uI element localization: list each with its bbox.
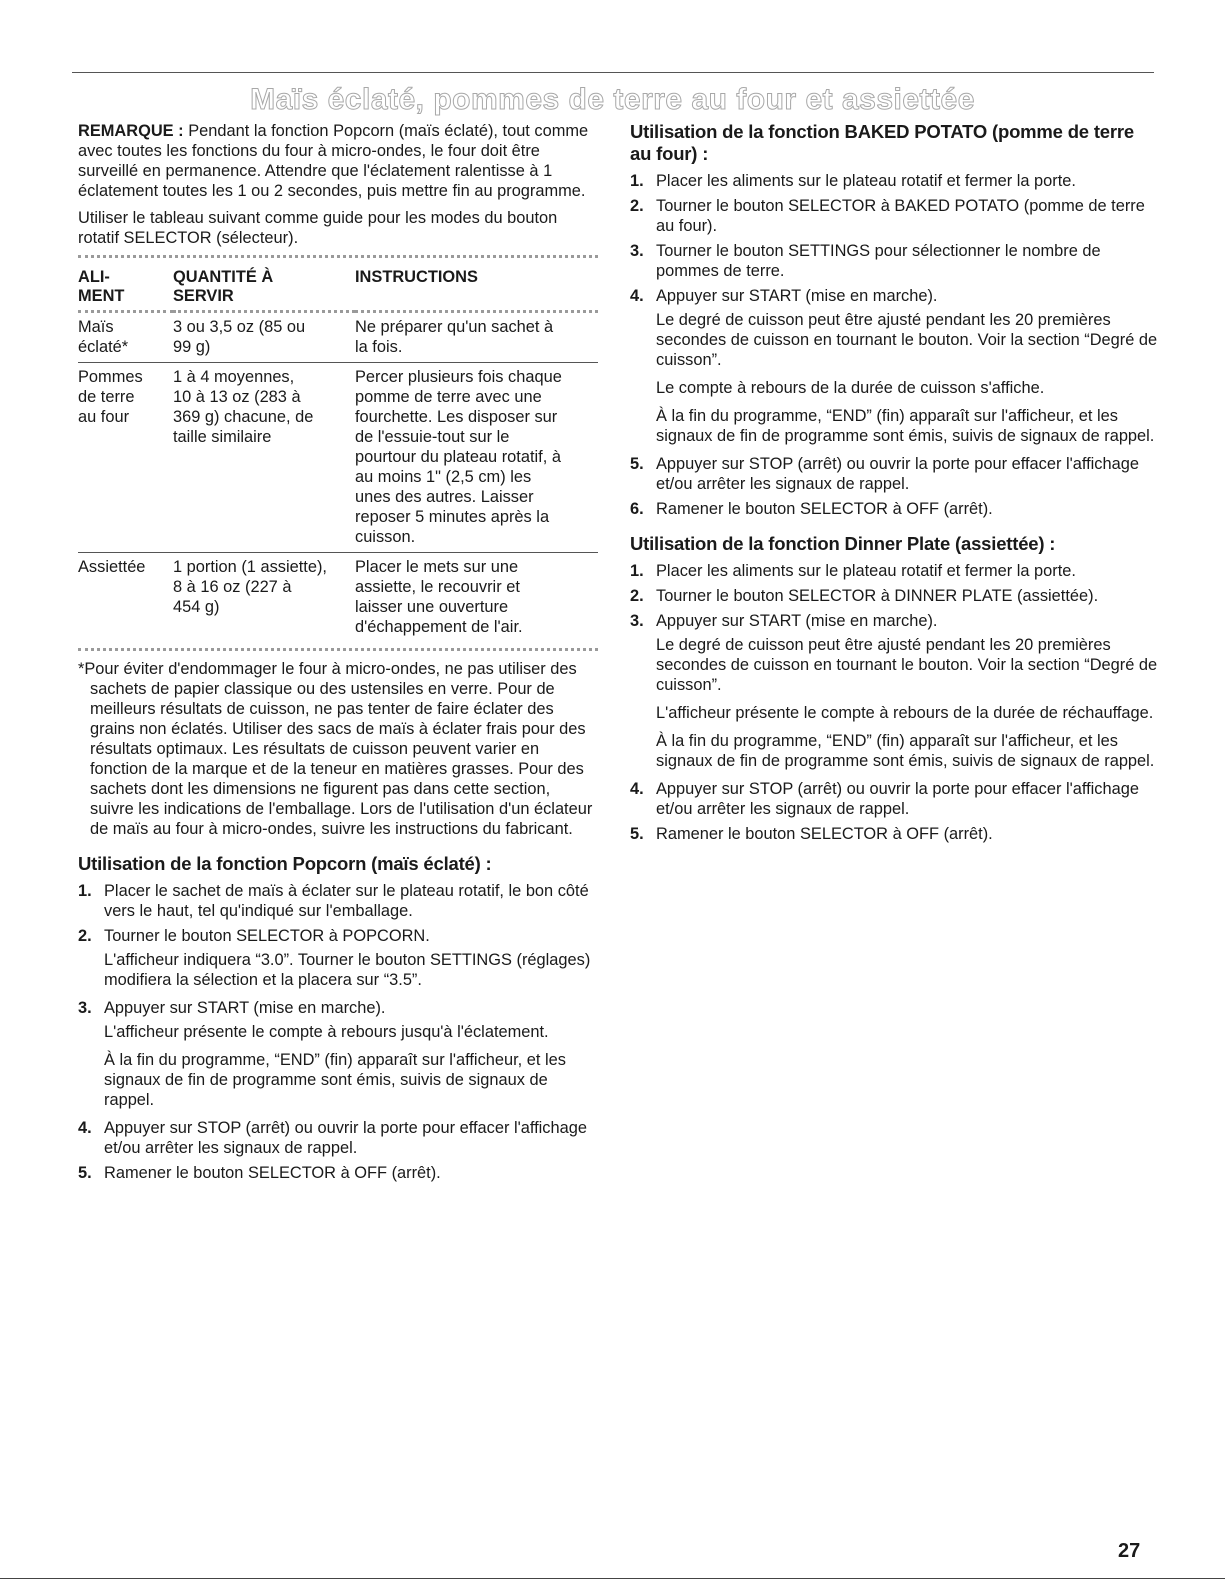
step-number: 2. [78,927,92,945]
list-item [78,1118,598,1158]
list-item [630,499,1160,519]
step-text: Appuyer sur START (mise en marche). [104,999,386,1017]
list-item [630,586,1160,606]
step-text: Appuyer sur STOP (arrêt) ou ouvrir la porte pour effacer l'affichage et/ou arrêter les signaux de rappel. [656,780,1139,818]
step-text: Ramener le bouton SELECTOR à OFF (arrêt). [656,500,993,518]
step-number: 1. [78,882,92,900]
cell-text: INSTRUCTIONS [355,268,478,286]
table-cell [78,363,173,553]
list-item [78,998,598,1110]
step-detail: Le compte à rebours de la durée de cuisson s'affiche. [656,379,1045,397]
step-detail: L'afficheur présente le compte à rebours jusqu'à l'éclatement. [104,1023,549,1041]
list-item [78,926,598,990]
table-row [78,363,598,553]
step-number: 6. [630,500,644,518]
list-item [78,1163,598,1183]
table-header-row [78,264,598,312]
step-text: Placer le sachet de maïs à éclater sur le plateau rotatif, le bon côté vers le haut, tel qu'indiqué sur l'emballage. [104,882,589,920]
step-text: Placer les aliments sur le plateau rotatif et fermer la porte. [656,562,1076,580]
baked-potato-steps [630,171,1160,519]
table-header-quantity [173,264,355,312]
table-row [78,312,598,363]
list-item [630,171,1160,191]
step-text: Tourner le bouton SELECTOR à BAKED POTATO (pomme de terre au four). [656,197,1145,235]
step-detail: Le degré de cuisson peut être ajusté pendant les 20 premières secondes de cuisson en tournant le bouton. Voir la section “Degré de cuisson”. [656,636,1158,694]
cell-text: 3 ou 3,5 oz (85 ou 99 g) [173,318,306,356]
step-detail: À la fin du programme, “END” (fin) apparaît sur l'afficheur, et les signaux de fin de programme sont émis, suivis de signaux de rappel. [656,407,1155,445]
cell-text: 1 portion (1 assiette), 8 à 16 oz (227 à 454 g) [173,558,327,616]
step-number: 4. [78,1119,92,1137]
table-row [78,553,598,643]
cell-text: Percer plusieurs fois chaque pomme de terre avec une fourchette. Les disposer sur de l'essuie-tout sur le pourtour du plateau rotatif, à au moins 1" (2,5 cm) les unes des autres. Laisser reposer 5 minutes après la cuisson. [355,368,562,546]
step-text: Ramener le bouton SELECTOR à OFF (arrêt). [104,1164,441,1182]
table-header-food [78,264,173,312]
table-cell [78,312,173,363]
remark-label: REMARQUE : [78,122,184,140]
table-bottom-rule [78,648,598,651]
remark-paragraph [78,121,598,201]
table-cell [173,363,355,553]
table-cell [355,553,598,643]
step-number: 5. [630,825,644,843]
table-cell [78,553,173,643]
step-number: 3. [78,999,92,1017]
baked-potato-heading: Utilisation de la fonction BAKED POTATO (pomme de terre au four) : [630,121,1134,164]
page-title: Maïs éclaté, pommes de terre au four et assiettée [250,83,975,116]
list-item [630,241,1160,281]
table-cell [355,312,598,363]
cell-text: ALI- MENT [78,268,125,305]
step-detail: Le degré de cuisson peut être ajusté pendant les 20 premières secondes de cuisson en tournant le bouton. Voir la section “Degré de cuisson”. [656,311,1158,369]
step-number: 4. [630,287,644,305]
step-detail: À la fin du programme, “END” (fin) apparaît sur l'afficheur, et les signaux de fin de programme sont émis, suivis de signaux de rappel. [104,1051,566,1109]
step-number: 1. [630,172,644,190]
guide-paragraph: Utiliser le tableau suivant comme guide pour les modes du bouton rotatif SELECTOR (sélecteur). [78,209,558,247]
table-header-instructions [355,264,598,312]
right-column [630,121,1160,849]
step-text: Appuyer sur START (mise en marche). [656,287,938,305]
step-number: 2. [630,197,644,215]
cell-text: Pommes de terre au four [78,368,143,426]
step-number: 4. [630,780,644,798]
list-item [78,881,598,921]
popcorn-heading: Utilisation de la fonction Popcorn (maïs éclaté) : [78,853,492,874]
cell-text: QUANTITÉ À SERVIR [173,268,274,305]
step-number: 3. [630,612,644,630]
step-text: Appuyer sur START (mise en marche). [656,612,938,630]
step-number: 5. [630,455,644,473]
cell-text: Placer le mets sur une assiette, le recouvrir et laisser une ouverture d'échappement de l'air. [355,558,523,636]
step-text: Tourner le bouton SELECTOR à DINNER PLATE (assiettée). [656,587,1099,605]
dinner-plate-heading: Utilisation de la fonction Dinner Plate (assiettée) : [630,533,1056,554]
step-detail: L'afficheur présente le compte à rebours de la durée de réchauffage. [656,704,1154,722]
step-detail: L'afficheur indiquera “3.0”. Tourner le bouton SETTINGS (réglages) modifiera la sélection et la placera sur “3.5”. [104,951,591,989]
page-number: 27 [1118,1540,1141,1562]
step-number: 1. [630,562,644,580]
cell-text: Maïs éclaté* [78,318,129,356]
step-number: 2. [630,587,644,605]
popcorn-steps [78,881,598,1183]
list-item [630,196,1160,236]
step-number: 5. [78,1164,92,1182]
bottom-rule [0,1578,1225,1579]
list-item [630,824,1160,844]
cell-text: Assiettée [78,558,146,576]
step-text: Tourner le bouton SETTINGS pour sélectionner le nombre de pommes de terre. [656,242,1101,280]
top-rule [72,72,1154,73]
table-cell [355,363,598,553]
dinner-plate-steps [630,561,1160,844]
step-text: Appuyer sur STOP (arrêt) ou ouvrir la porte pour effacer l'affichage et/ou arrêter les signaux de rappel. [104,1119,587,1157]
step-text: Placer les aliments sur le plateau rotatif et fermer la porte. [656,172,1076,190]
table-cell [173,553,355,643]
cell-text: Ne préparer qu'un sachet à la fois. [355,318,554,356]
step-text: Appuyer sur STOP (arrêt) ou ouvrir la porte pour effacer l'affichage et/ou arrêter les signaux de rappel. [656,455,1139,493]
table-cell [173,312,355,363]
table-top-rule [78,255,598,258]
step-number: 3. [630,242,644,260]
remark-text: Pendant la fonction Popcorn (maïs éclaté), tout comme avec toutes les fonctions du four à micro-ondes, le four doit être surveillé en permanence. Attendre que l'éclatement ralentisse à 1 éclatement toutes les 1 ou 2 secondes, puis mettre fin au programme. [78,122,589,200]
list-item [630,779,1160,819]
list-item [630,611,1160,771]
cell-text: 1 à 4 moyennes, 10 à 13 oz (283 à 369 g) chacune, de taille similaire [173,368,314,446]
list-item [630,561,1160,581]
step-text: Tourner le bouton SELECTOR à POPCORN. [104,927,430,945]
step-detail: À la fin du programme, “END” (fin) apparaît sur l'afficheur, et les signaux de fin de programme sont émis, suivis de signaux de rappel. [656,732,1155,770]
list-item [630,454,1160,494]
step-text: Ramener le bouton SELECTOR à OFF (arrêt). [656,825,993,843]
table-footnote: *Pour éviter d'endommager le four à micro-ondes, ne pas utiliser des sachets de papier classique ou des ustensiles en verre. Pour de meilleurs résultats de cuisson, ne pas tenter de faire éclater des grains non éclatés. Utiliser des sacs de maïs à éclater frais pour des résultats optimaux. Les résultats de cuisson peuvent varier en fonction de la marque et de la teneur en matières grasses. Pour des sachets dont les dimensions ne figurent pas dans cette section, suivre les indications de l'emballage. Lors de l'utilisation d'un éclateur de maïs au four à micro-ondes, suivre les instructions du fabricant. [78,660,593,838]
food-table [78,264,598,642]
list-item [630,286,1160,446]
left-column [78,121,598,1188]
